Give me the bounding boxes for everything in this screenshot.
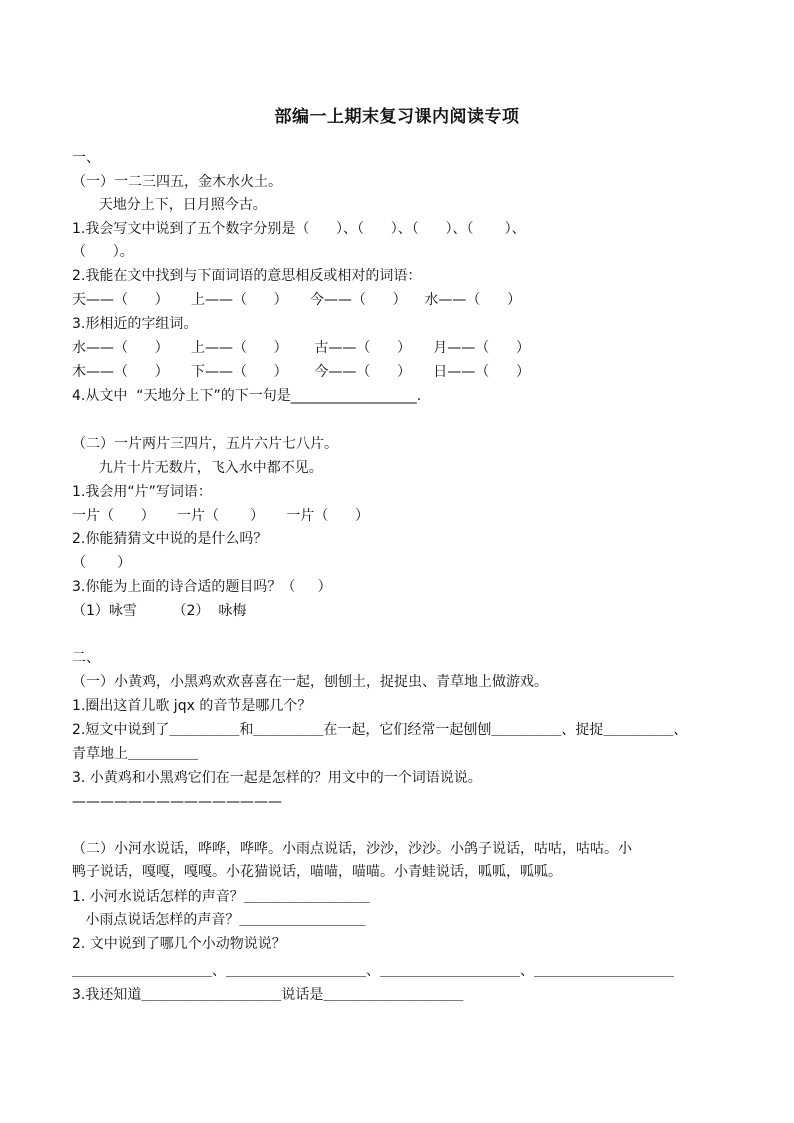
poem-2-line-2: 九片十片无数片，飞入水中都不见。 xyxy=(72,460,323,476)
question-3-2-cont: 青草地上＿＿＿＿＿ xyxy=(72,746,198,762)
poem-1-line-1: （一）一二三四五，金木水火土。 xyxy=(72,174,282,190)
passage-4-line-1: （二）小河水说话，哗哗，哗哗。小雨点说话，沙沙，沙沙。小鸽子说话，咕咕，咕咕。小 xyxy=(72,841,632,857)
question-1-3-row-2: 木——（ ） 下——（ ） 今——（ ） 日——（ ） xyxy=(72,364,531,380)
page-title: 部编一上期末复习课内阅读专项 xyxy=(274,107,520,127)
question-2-3: 3.你能为上面的诗合适的题目吗？（ ） xyxy=(72,579,332,595)
question-2-1-answers: 一片（ ） 一片（ ） 一片（ ） xyxy=(72,508,370,524)
question-1-1-cont: （ ）。 xyxy=(72,244,134,260)
poem-1-line-2: 天地分上下，日月照今古。 xyxy=(72,197,267,213)
question-4-2: 2. 文中说到了哪几个小动物说说？ xyxy=(72,936,286,952)
question-3-3: 3. 小黄鸡和小黑鸡它们在一起是怎样的？用文中的一个词语说说。 xyxy=(72,770,482,786)
question-4-1: 1. 小河水说话怎样的声音？＿＿＿＿＿＿＿＿＿ xyxy=(72,889,370,905)
question-1-2: 2.我能在文中找到与下面词语的意思相反或相对的词语： xyxy=(72,268,422,284)
section-heading-2: 二、 xyxy=(72,650,100,666)
poem-2-line-1: （二）一片两片三四片，五片六片七八片。 xyxy=(72,436,338,452)
question-3-1: 1.圈出这首儿歌 jqx 的音节是哪几个？ xyxy=(72,698,312,714)
answer-line-4-2: ＿＿＿＿＿＿＿＿＿＿、＿＿＿＿＿＿＿＿＿＿、＿＿＿＿＿＿＿＿＿＿、＿＿＿＿＿＿＿＿＿＿ xyxy=(72,963,674,979)
answer-line-3-3: ——————————————— xyxy=(72,794,282,810)
question-2-2-answer: （ ） xyxy=(72,555,132,571)
question-4-1-b: 小雨点说话怎样的声音？＿＿＿＿＿＿＿＿＿ xyxy=(72,912,366,928)
question-1-1: 1.我会写文中说到了五个数字分别是（ ）、（ ）、（ ）、（ ）、 xyxy=(72,221,526,237)
question-2-2: 2.你能猜猜文中说的是什么吗？ xyxy=(72,531,268,547)
section-heading-1: 一、 xyxy=(72,150,100,166)
question-1-4: 4.从文中 “天地分上下”的下一句是__________________. xyxy=(72,388,422,404)
passage-4-line-2: 鸭子说话，嘎嘎，嘎嘎。小花猫说话，喵喵，喵喵。小青蛙说话，呱呱，呱呱。 xyxy=(72,864,562,880)
question-4-3: 3.我还知道＿＿＿＿＿＿＿＿＿＿说话是＿＿＿＿＿＿＿＿＿＿ xyxy=(72,987,464,1003)
question-3-2: 2.短文中说到了＿＿＿＿＿和＿＿＿＿＿在一起，它们经常一起刨刨＿＿＿＿＿、捉捉＿＿＿＿＿、 xyxy=(72,722,688,738)
question-1-2-answers: 天——（ ） 上——（ ） 今——（ ） 水——（ ） xyxy=(72,292,522,308)
question-2-3-options: （1）咏雪 （2） 咏梅 xyxy=(72,603,247,619)
question-1-3: 3.形相近的字组词。 xyxy=(72,316,198,332)
question-1-3-row-1: 水——（ ） 上——（ ） 古——（ ） 月——（ ） xyxy=(72,340,531,356)
passage-3: （一）小黄鸡，小黑鸡欢欢喜喜在一起，刨刨土，捉捉虫、青草地上做游戏。 xyxy=(72,674,548,690)
question-2-1: 1.我会用“片”写词语： xyxy=(72,484,212,500)
